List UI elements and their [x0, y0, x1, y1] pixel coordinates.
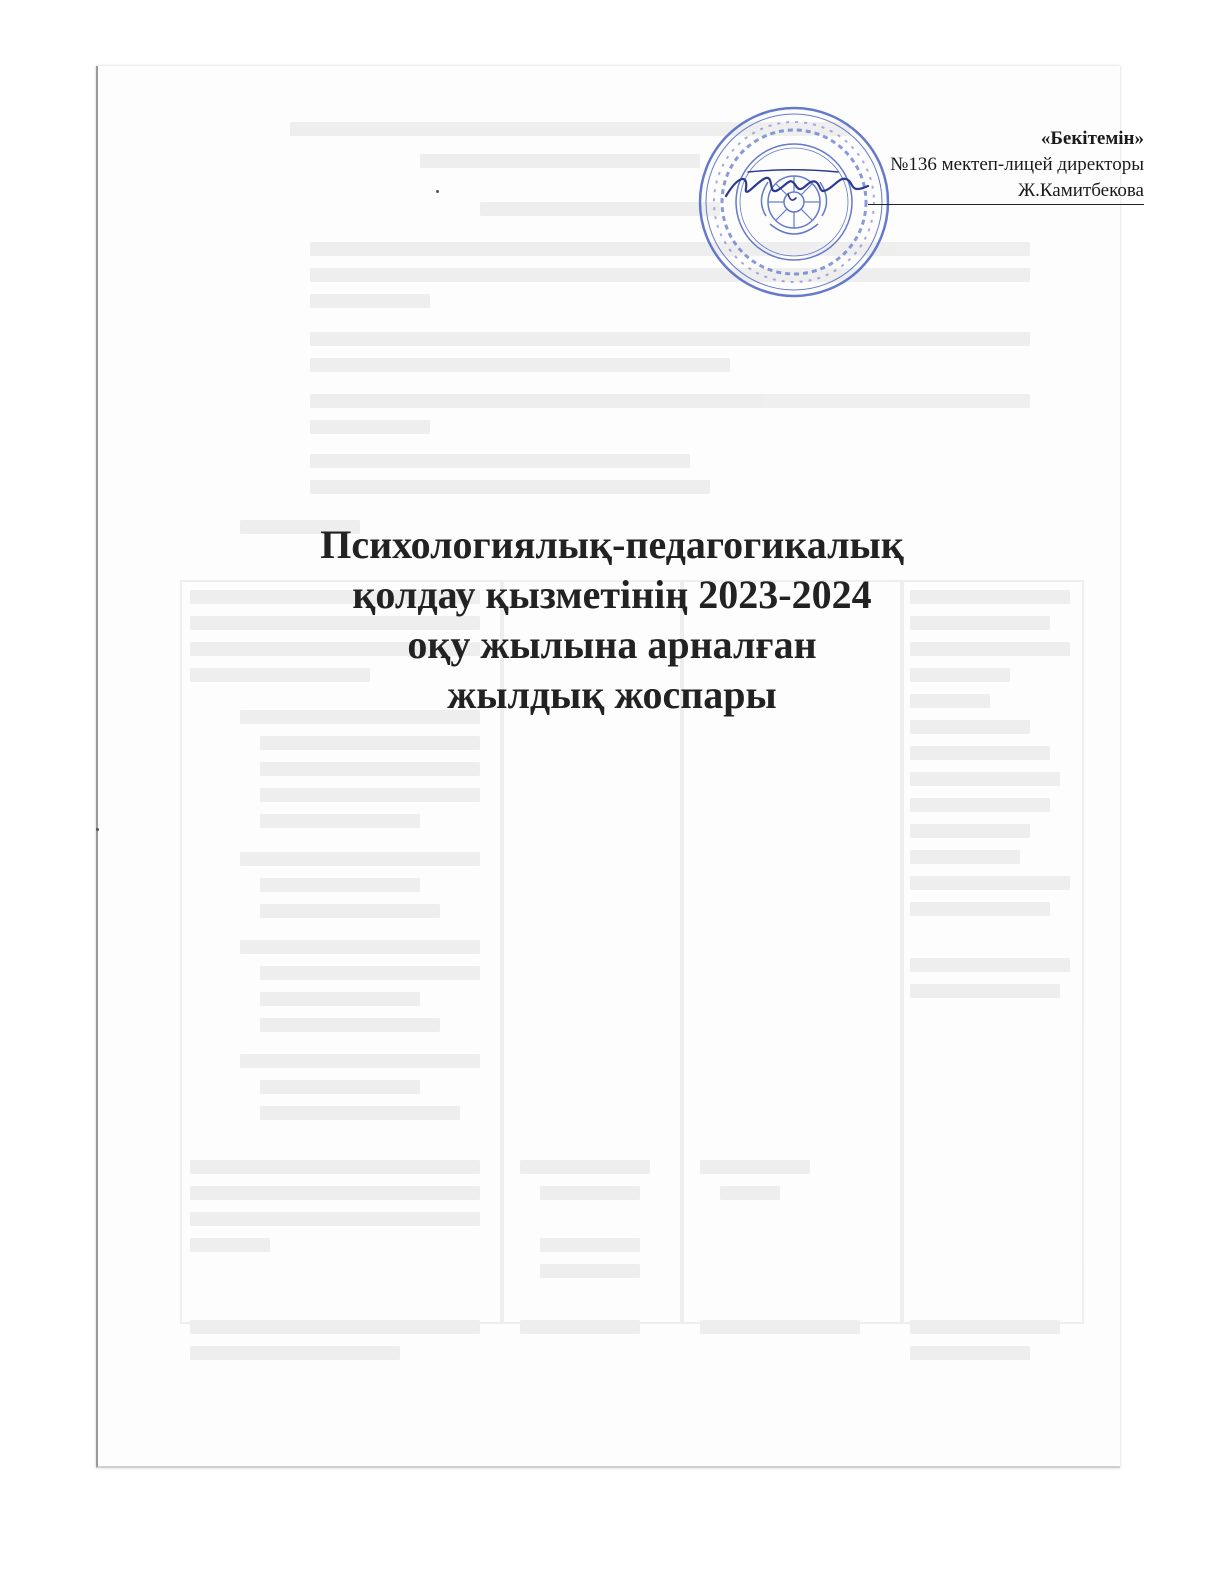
title-line-3: оқу жылына арналған — [407, 622, 817, 667]
document-title — [0, 520, 1224, 720]
bleed-through-background — [180, 110, 1080, 1440]
approval-heading: «Бекітемін» — [1040, 128, 1144, 149]
director-position: №136 мектеп-лицей директоры — [890, 154, 1144, 175]
scan-speck — [96, 828, 99, 831]
title-line-1: Психологиялық-педагогикалық — [320, 522, 904, 567]
handwritten-signature — [718, 166, 878, 206]
title-line-4: жылдық жоспары — [447, 672, 777, 717]
director-name: Ж.Камитбекова — [868, 178, 1144, 205]
title-line-2: қолдау қызметінің 2023-2024 — [352, 572, 872, 617]
approval-block — [868, 126, 1144, 205]
